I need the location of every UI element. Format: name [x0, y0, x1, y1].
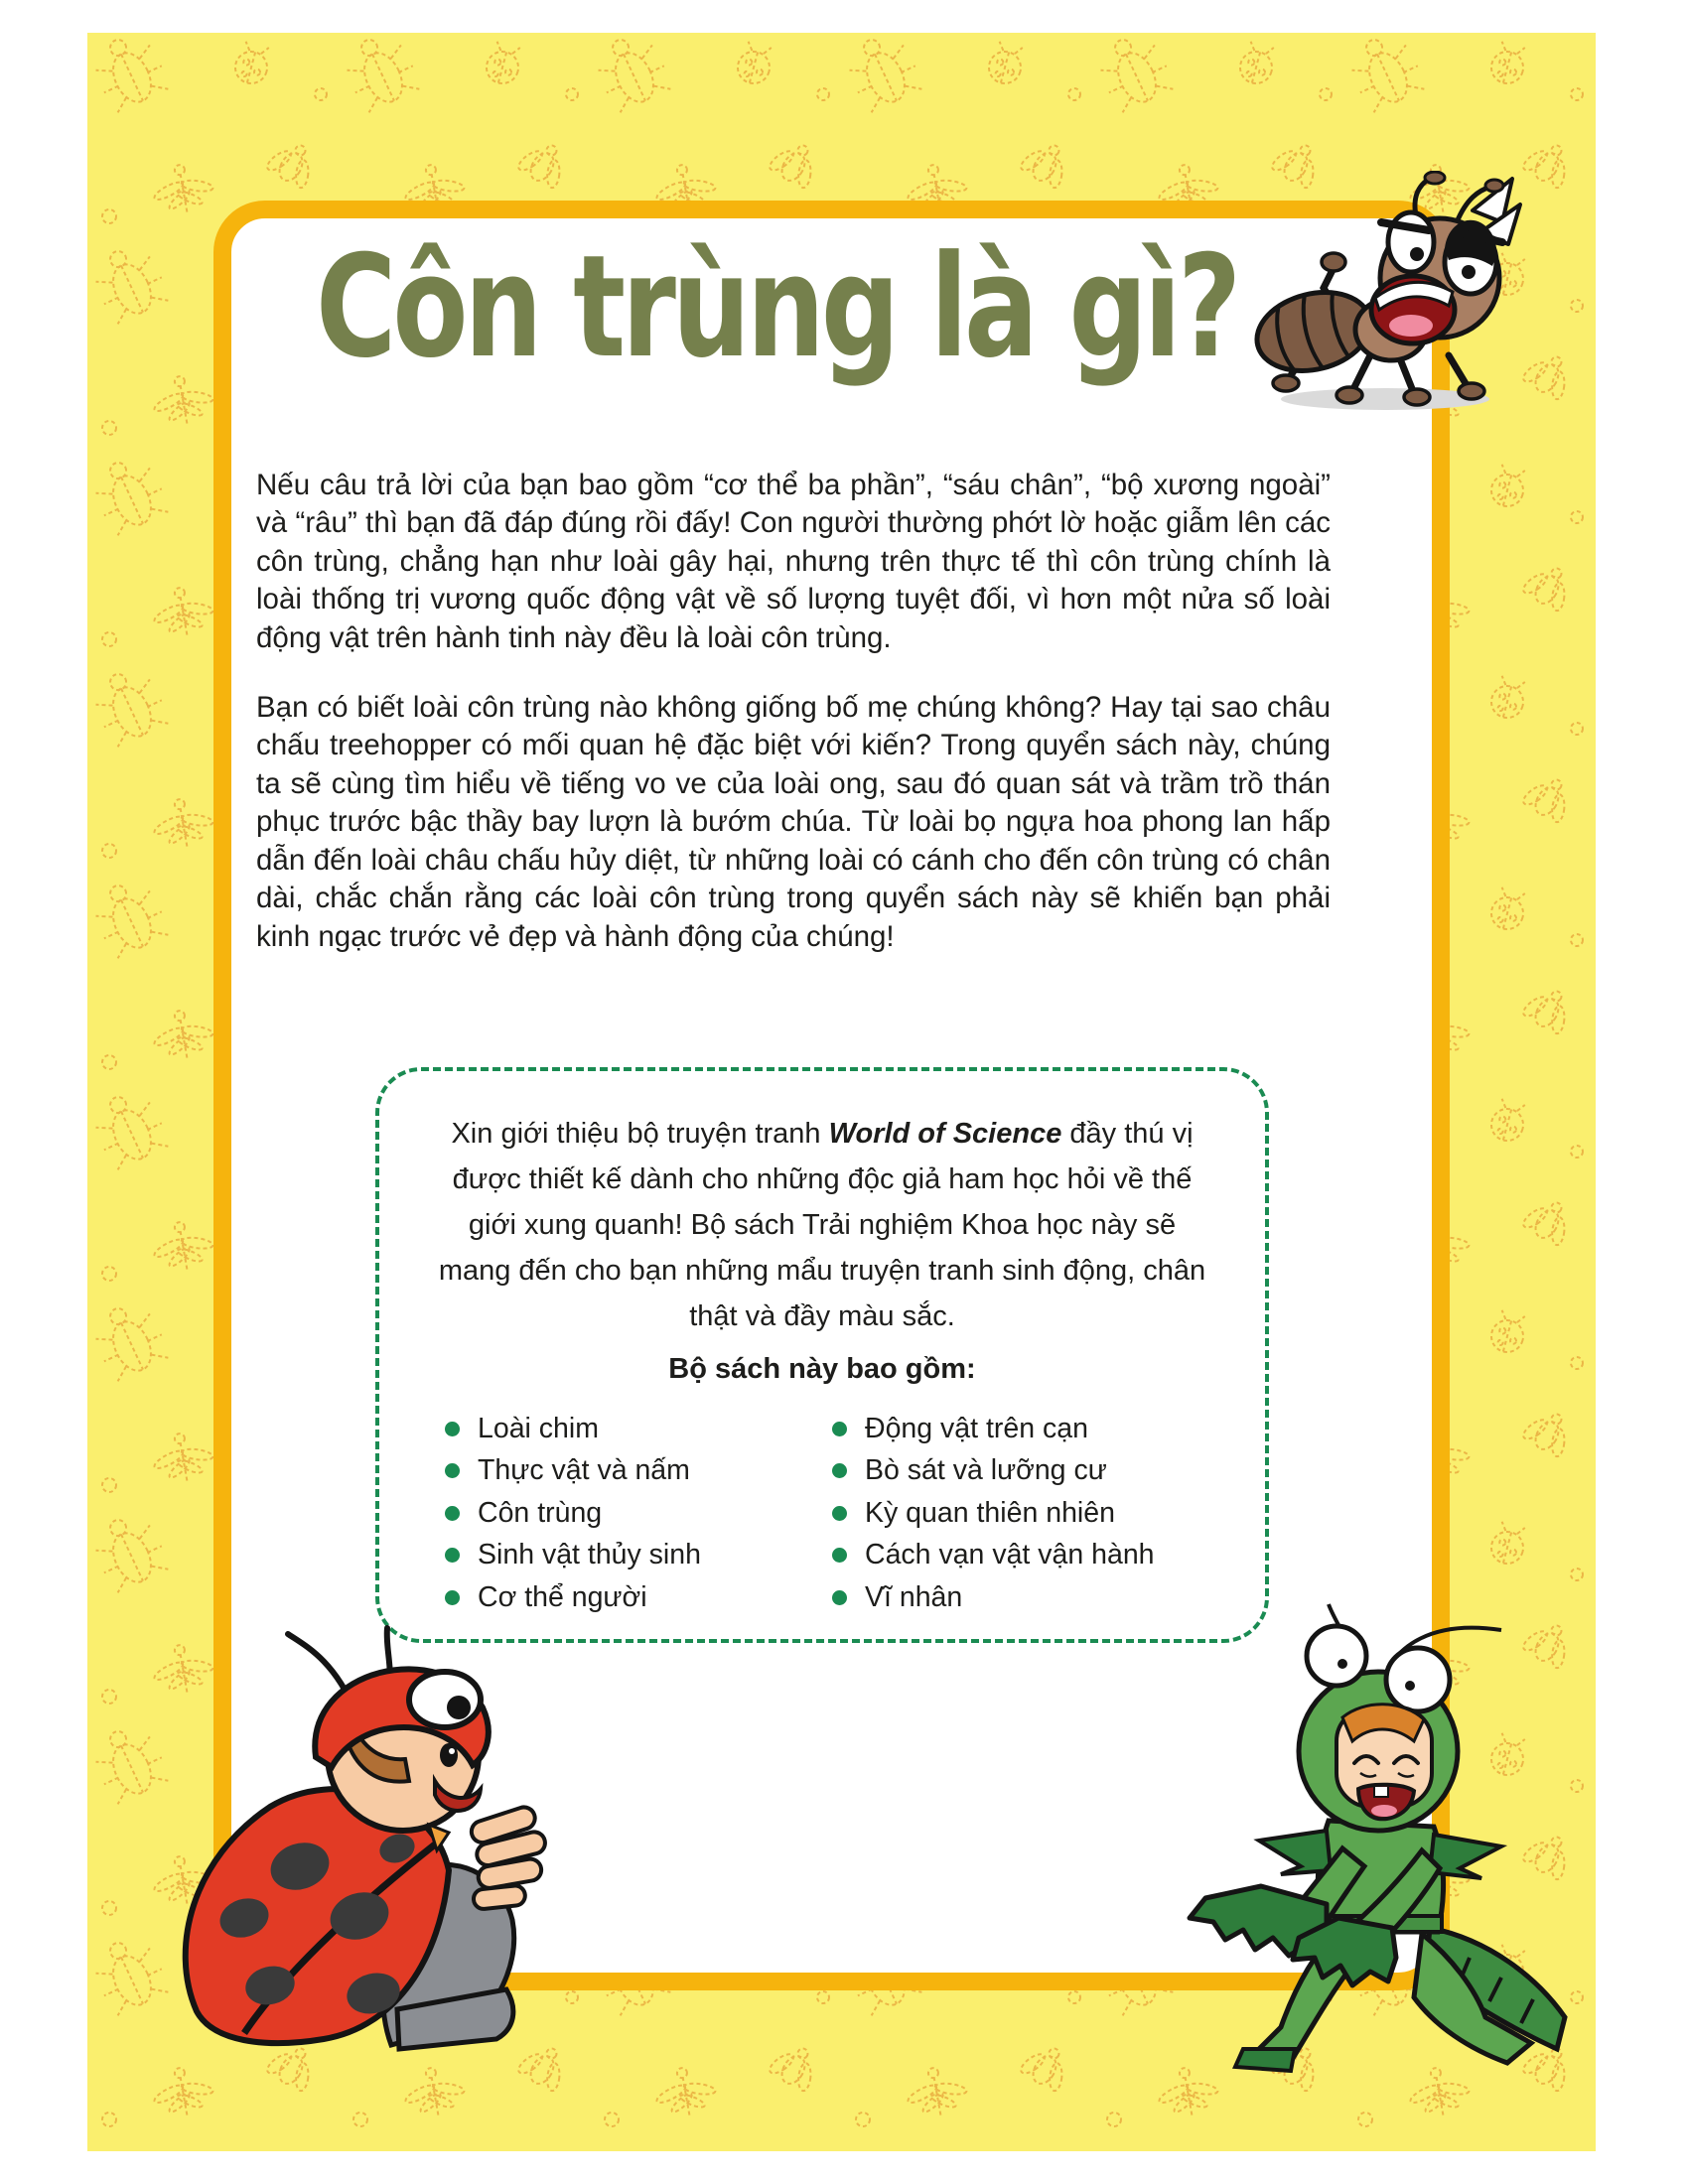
list-item — [832, 1492, 1229, 1535]
bullet-icon — [445, 1548, 460, 1563]
series-intro-before: Xin giới thiệu bộ truyện tranh — [451, 1118, 829, 1150]
list-item-label: Thực vật và nấm — [478, 1454, 690, 1487]
bullet-icon — [832, 1463, 847, 1478]
list-item-label: Loài chim — [478, 1412, 599, 1444]
mosquito-cartoon — [1246, 171, 1524, 417]
series-list-left — [445, 1408, 792, 1619]
ladybug-kid-cartoon — [149, 1620, 576, 2053]
bullet-icon — [832, 1548, 847, 1563]
intro-paragraph-2: Bạn có biết loài côn trùng nào không giống bố mẹ chúng không? Hay tại sao châu chấu treehopper có mối quan hệ đặc biệt với kiến? Trong quyển sách này, chúng ta sẽ cùng tìm hiểu về tiếng vo ve của loài ong, sau đó quan sát và trầm trồ thán phục trước bậc thầy bay lượn là bướm chúa. Từ loài bọ ngựa hoa phong lan hấp dẫn đến loài châu chấu hủy diệt, từ những loài có cánh cho đến côn trùng có chân dài, chắc chắn rằng các loài côn trùng trong quyển sách này sẽ khiến bạn phải kinh ngạc trước vẻ đẹp và hành động của chúng! — [256, 690, 1331, 954]
list-item — [445, 1576, 792, 1619]
series-name: World of Science — [828, 1118, 1062, 1150]
list-item — [445, 1492, 792, 1535]
mantis-kid-cartoon — [1132, 1600, 1569, 2075]
list-item — [445, 1450, 792, 1493]
bullet-icon — [832, 1422, 847, 1436]
bullet-icon — [445, 1422, 460, 1436]
list-item-label: Động vật trên cạn — [865, 1412, 1088, 1444]
series-list-columns — [379, 1408, 1265, 1619]
list-item — [832, 1450, 1229, 1493]
list-item-label: Cách vạn vật vận hành — [865, 1539, 1155, 1571]
list-item-label: Bò sát và lưỡng cư — [865, 1454, 1107, 1487]
bullet-icon — [832, 1590, 847, 1605]
list-item-label: Vĩ nhân — [865, 1580, 963, 1613]
bullet-icon — [445, 1463, 460, 1478]
bullet-icon — [445, 1590, 460, 1605]
list-item-label: Sinh vật thủy sinh — [478, 1539, 701, 1571]
series-list-right — [832, 1408, 1229, 1619]
bullet-icon — [445, 1506, 460, 1521]
list-item-label: Kỳ quan thiên nhiên — [865, 1496, 1115, 1529]
page-title: Côn trùng là gì? — [316, 225, 1238, 389]
series-intro-after: đầy thú vị được thiết kế dành cho những độc giả ham học hỏi về thế giới xung quanh! Bộ sách Trải nghiệm Khoa học này sẽ mang đến cho bạn những mẩu truyện tranh sinh động, chân thật và đầy màu sắc. — [438, 1118, 1206, 1332]
list-item-label: Côn trùng — [478, 1496, 603, 1529]
series-intro-text — [431, 1111, 1213, 1339]
list-item — [832, 1535, 1229, 1577]
series-info-box — [375, 1067, 1269, 1643]
list-item — [445, 1535, 792, 1577]
list-item-label: Cơ thể người — [478, 1580, 647, 1613]
bullet-icon — [832, 1506, 847, 1521]
intro-paragraph-1: Nếu câu trả lời của bạn bao gồm “cơ thể ba phần”, “sáu chân”, “bộ xương ngoài” và “râu” thì bạn đã đáp đúng rồi đấy! Con người thường phớt lờ hoặc giẫm lên các côn trùng, chẳng hạn như loài gây hại, nhưng trên thực tế thì côn trùng chính là loài thống trị vương quốc động vật về số lượng tuyệt đối, vì hơn một nửa số loài động vật trên hành tinh này đều là loài côn trùng. — [256, 468, 1331, 654]
series-list-heading: Bộ sách này bao gồm: — [668, 1353, 976, 1385]
list-item — [445, 1408, 792, 1450]
list-item — [832, 1408, 1229, 1450]
